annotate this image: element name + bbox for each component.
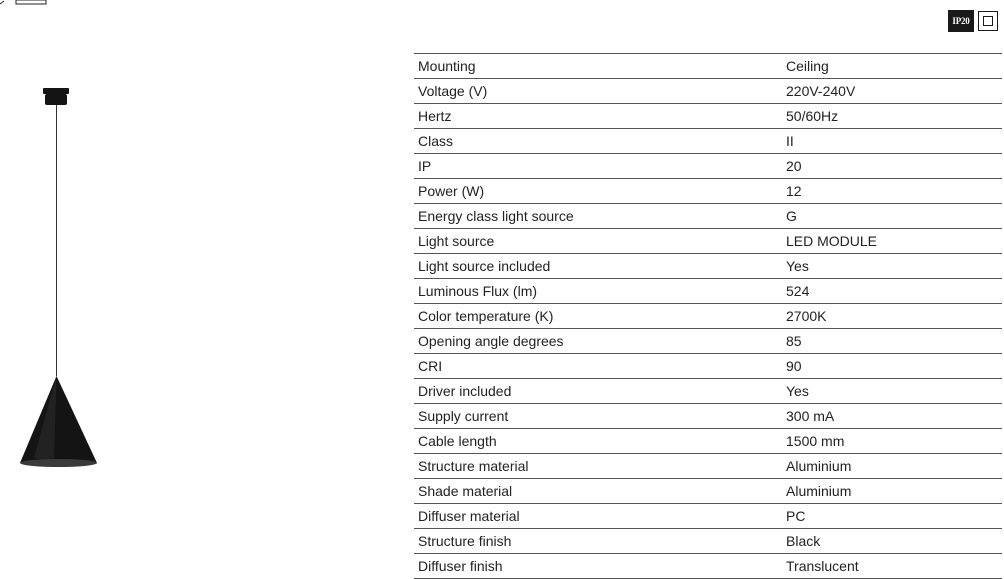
table-row: [414, 104, 1002, 129]
spec-label: Driver included: [418, 383, 512, 399]
spec-value: 12: [786, 183, 802, 199]
spec-label: Structure material: [418, 458, 529, 474]
spec-value: 50/60Hz: [786, 108, 839, 124]
table-row: [414, 554, 1002, 579]
spec-value: 2700K: [786, 308, 827, 324]
table-row: [414, 304, 1002, 329]
spec-value: 90: [786, 358, 802, 374]
spec-label: Power (W): [418, 183, 485, 199]
spec-value: Yes: [786, 383, 809, 399]
certification-badges: [948, 10, 998, 32]
spec-label: Light source included: [418, 258, 551, 274]
spec-label: Color temperature (K): [418, 308, 554, 324]
spec-label: CRI: [418, 358, 443, 374]
spec-value: II: [786, 133, 794, 149]
spec-value: G: [786, 208, 797, 224]
table-row: [414, 379, 1002, 404]
table-row: [414, 504, 1002, 529]
cone-pendant-lamp-icon: [14, 80, 104, 480]
spec-value: Ceiling: [786, 58, 829, 74]
spec-label: Opening angle degrees: [418, 333, 564, 349]
table-row: [414, 529, 1002, 554]
specifications-table: [414, 53, 1002, 579]
spec-label: Supply current: [418, 408, 509, 424]
spec-value: 524: [786, 283, 810, 299]
spec-label: Class: [418, 133, 454, 149]
table-row: [414, 54, 1002, 79]
table-row: [414, 229, 1002, 254]
spec-value: LED MODULE: [786, 233, 878, 249]
spec-label: Light source: [418, 233, 495, 249]
spec-label: Diffuser finish: [418, 558, 503, 574]
table-row: [414, 204, 1002, 229]
table-row: [414, 454, 1002, 479]
table-row: [414, 329, 1002, 354]
spec-value: 20: [786, 158, 802, 174]
table-row: [414, 79, 1002, 104]
spec-value: Aluminium: [786, 483, 852, 499]
table-row: [414, 429, 1002, 454]
spec-label: Hertz: [418, 108, 452, 124]
table-row: [414, 354, 1002, 379]
spec-label: Luminous Flux (lm): [418, 283, 538, 299]
spec-label: Shade material: [418, 483, 513, 499]
class-ii-double-square-icon: [978, 11, 998, 31]
table-row: [414, 279, 1002, 304]
spec-label: Mounting: [418, 58, 476, 74]
table-row: [414, 179, 1002, 204]
spec-value: Translucent: [786, 558, 859, 574]
spec-label: Energy class light source: [418, 208, 574, 224]
spec-value: 220V-240V: [786, 83, 856, 99]
table-row: [414, 154, 1002, 179]
spec-value: 85: [786, 333, 802, 349]
spec-value: 300 mA: [786, 408, 835, 424]
spec-label: Structure finish: [418, 533, 512, 549]
ip20-badge-icon: IP20: [948, 10, 974, 32]
spec-value: Aluminium: [786, 458, 852, 474]
spec-label: Diffuser material: [418, 508, 520, 524]
table-row: [414, 129, 1002, 154]
corner-mark-icon: [0, 0, 48, 6]
table-row: [414, 479, 1002, 504]
spec-label: IP: [418, 158, 432, 174]
spec-value: PC: [786, 508, 806, 524]
class-ii-inner-square: [983, 16, 993, 26]
spec-value: Black: [786, 533, 821, 549]
spec-value: Yes: [786, 258, 809, 274]
spec-label: Cable length: [418, 433, 497, 449]
spec-label: Voltage (V): [418, 83, 488, 99]
table-row: [414, 254, 1002, 279]
table-row: [414, 404, 1002, 429]
spec-value: 1500 mm: [786, 433, 845, 449]
